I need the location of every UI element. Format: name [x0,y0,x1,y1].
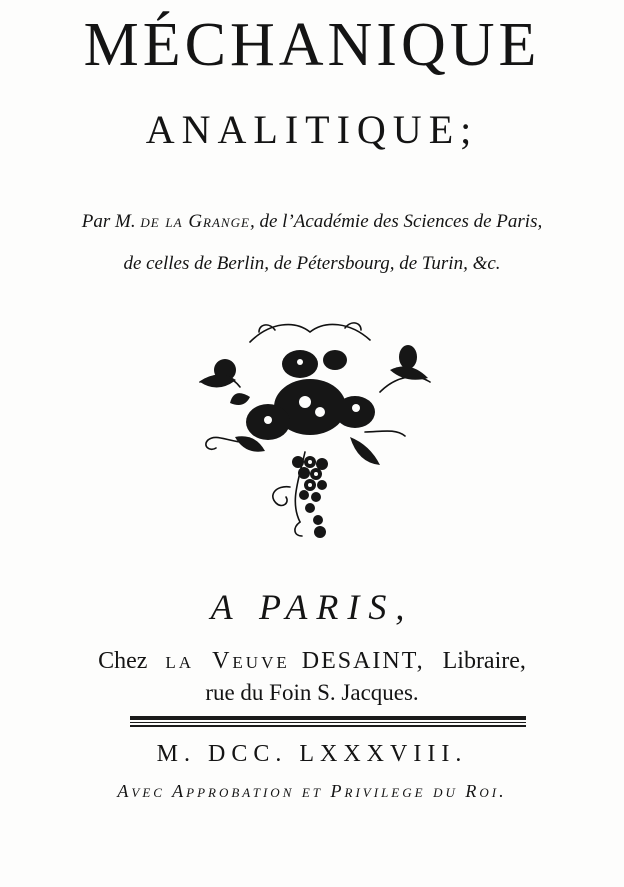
publisher-name: DESAINT, [301,648,425,674]
author-name: de la Grange [140,211,250,232]
divider-rule-thick [130,716,526,720]
author-line-2: de celles de Berlin, de Pétersbourg, de Turin, &c. [123,253,501,274]
book-subtitle: ANALITIQUE; [145,107,479,152]
imprint-publisher [0,646,624,676]
author-line-1 [0,210,624,234]
divider-rule-thin [130,725,526,727]
publication-year: M. DCC. LXXXVIII. [156,741,468,767]
royal-privilege: Avec Approbation et Privilege du Roi. [117,781,507,801]
publisher-veuve: Veuve [212,648,290,674]
author-prefix: Par M. [81,211,136,232]
imprint-street: rue du Foin S. Jacques. [205,680,419,705]
imprint-place: A PARIS, [210,587,414,627]
publisher-prefix: Chez [98,648,148,674]
book-title: MÉCHANIQUE [83,11,541,79]
author-affiliation: , de l’Académie des Sciences de Paris, [249,211,543,232]
publisher-la: la [165,648,195,674]
divider-rule-mid [130,722,526,723]
publisher-role: Libraire, [442,648,526,674]
floral-vignette-icon [180,312,440,542]
